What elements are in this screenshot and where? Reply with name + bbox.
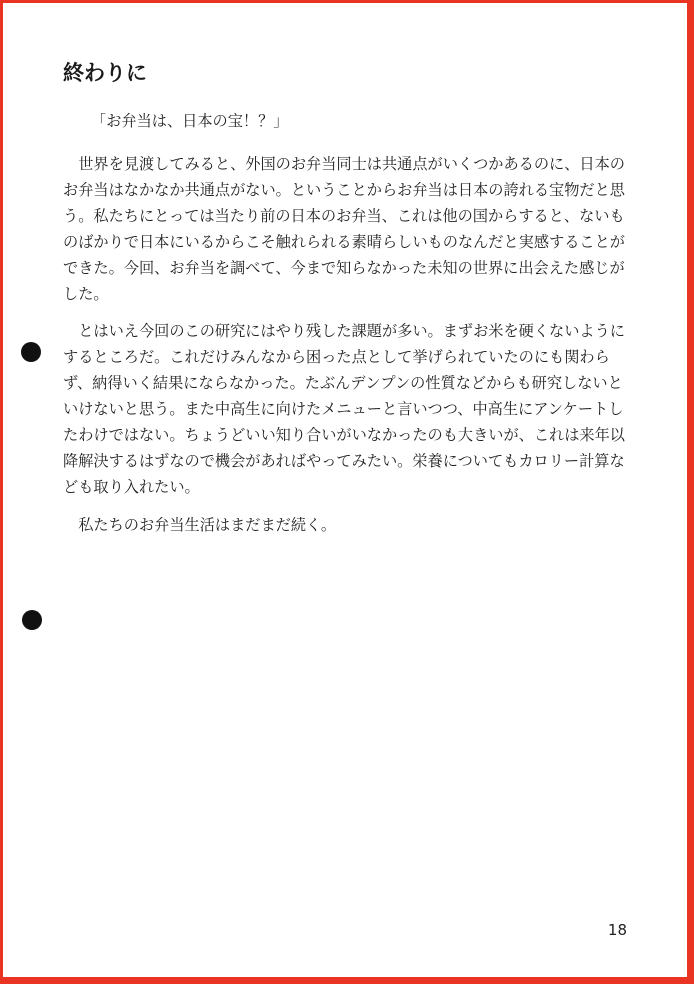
paragraph-line: のばかりで日本にいるからこそ触れられる素晴らしいものなんだと実感することが — [63, 233, 625, 251]
paragraph-line: いけないと思う。また中高生に向けたメニューと言いつつ、中高生にアンケートし — [63, 400, 624, 418]
binder-hole — [22, 610, 42, 630]
binder-hole — [21, 342, 41, 362]
paragraph-line: するところだ。これだけみんなから困った点として挙げられていたのにも関わら — [63, 348, 610, 366]
page-number: 18 — [607, 921, 627, 939]
paragraph-3 — [63, 512, 663, 538]
paragraph-line: 私たちのお弁当生活はまだまだ続く。 — [63, 516, 337, 534]
paragraph-line: たわけではない。ちょうどいい知り合いがいなかったのも大きいが、これは来年以 — [63, 426, 625, 444]
paragraph-line: とはいえ今回のこの研究にはやり残した課題が多い。まずお米を硬くないように — [63, 322, 625, 340]
paragraph-line: ず、納得いく結果にならなかった。たぶんデンプンの性質などからも研究しないと — [63, 374, 623, 392]
paragraph-line: した。 — [63, 285, 109, 303]
paragraph-line: ども取り入れたい。 — [63, 478, 200, 496]
paragraph-2 — [63, 318, 663, 500]
paragraph-line: 降解決するはずなので機会があればやってみたい。栄養についてもカロリー計算な — [63, 452, 625, 470]
document-page — [3, 3, 687, 977]
paragraph-line: う。私たちにとっては当たり前の日本のお弁当、これは他の国からすると、ないも — [63, 207, 625, 225]
paragraph-1 — [63, 151, 663, 307]
paragraph-line: お弁当はなかなか共通点がない。ということからお弁当は日本の誇れる宝物だと思 — [63, 181, 625, 199]
page-heading: 終わりに — [63, 61, 147, 85]
paragraph-line: 世界を見渡してみると、外国のお弁当同士は共通点がいくつかあるのに、日本の — [63, 155, 625, 173]
paragraph-line: できた。今回、お弁当を調べて、今まで知らなかった未知の世界に出会えた感じが — [63, 259, 625, 277]
subtitle-quote: 「お弁当は、日本の宝！？」 — [91, 112, 289, 130]
